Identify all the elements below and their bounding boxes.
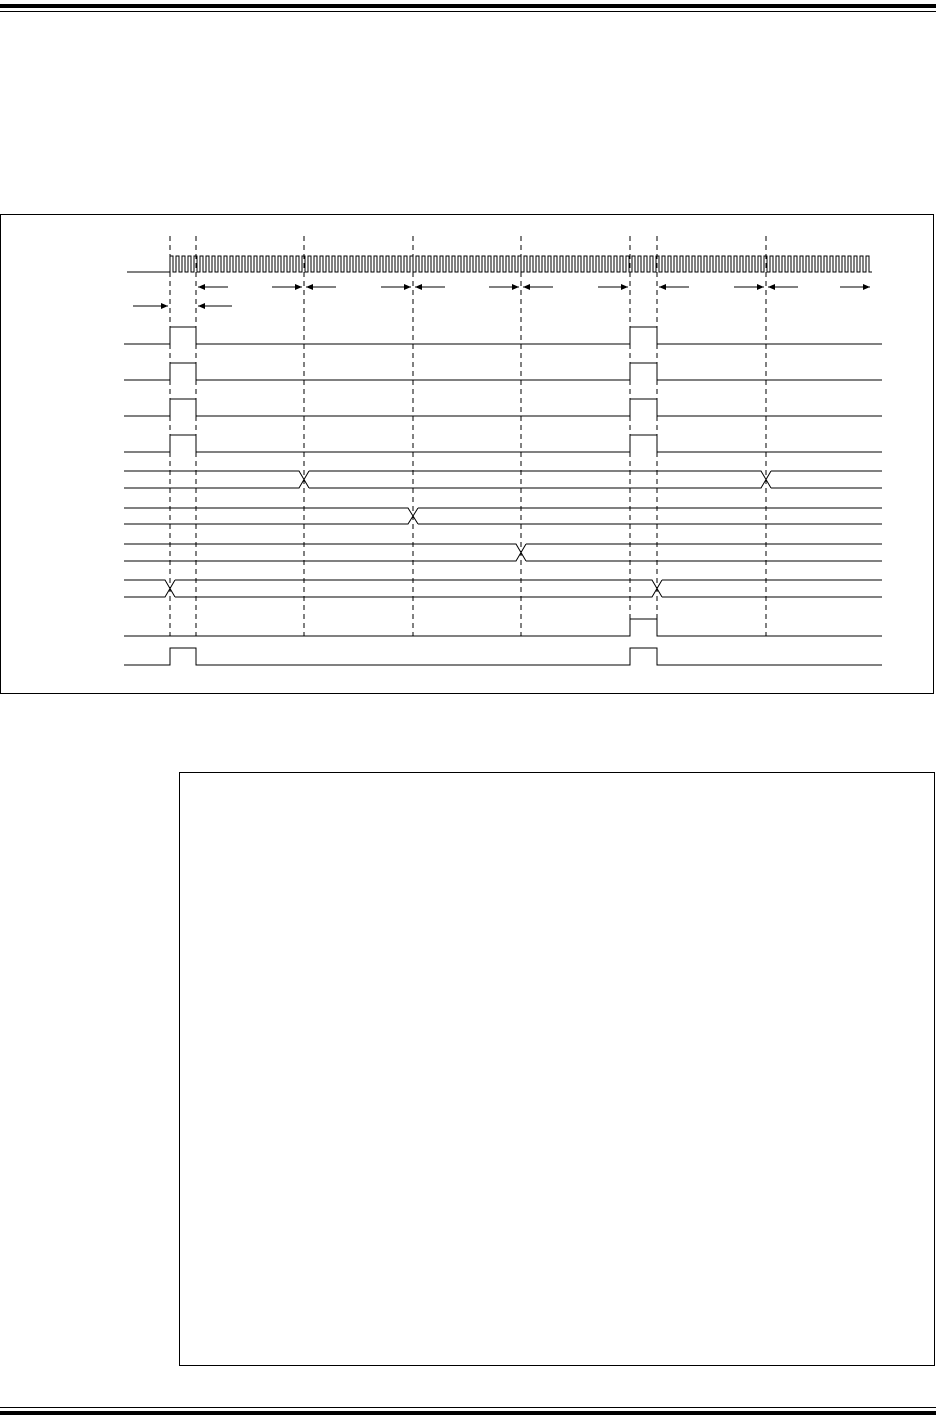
timing-diagram bbox=[0, 0, 936, 700]
signal-8-bus-lower bbox=[124, 580, 882, 597]
interval-arrow-2-left-head bbox=[306, 284, 313, 290]
interval-arrow-3-left-head bbox=[415, 284, 422, 290]
signal-8-bus-upper bbox=[124, 580, 882, 597]
interval-arrow-6-left-head bbox=[768, 284, 775, 290]
signal-9-waveform bbox=[124, 619, 882, 636]
signal-6-bus-lower bbox=[124, 508, 882, 524]
interval-arrow-4-left-head bbox=[523, 284, 530, 290]
setup-arrow-left-head bbox=[161, 303, 168, 309]
signal-5-bus-lower bbox=[124, 471, 882, 488]
signal-10-waveform bbox=[124, 648, 882, 665]
setup-arrow-right-head bbox=[198, 303, 205, 309]
signal-1-waveform bbox=[124, 327, 882, 344]
content-box bbox=[179, 772, 935, 1366]
signal-6-bus-upper bbox=[124, 508, 882, 524]
signal-4-waveform bbox=[124, 435, 882, 452]
footer-rule-thin bbox=[0, 1407, 936, 1408]
interval-arrow-3-right-head bbox=[512, 284, 519, 290]
interval-arrow-1-right-head bbox=[295, 284, 302, 290]
interval-arrow-5-right-head bbox=[757, 284, 764, 290]
footer-rule-thick bbox=[0, 1411, 936, 1415]
signal-3-waveform bbox=[124, 399, 882, 416]
interval-arrow-5-left-head bbox=[659, 284, 666, 290]
interval-arrow-2-right-head bbox=[404, 284, 411, 290]
interval-arrow-6-right-head bbox=[863, 284, 870, 290]
signal-7-bus-lower bbox=[124, 544, 882, 561]
signal-5-bus-upper bbox=[124, 471, 882, 488]
signal-7-bus-upper bbox=[124, 544, 882, 561]
interval-arrow-1-left-head bbox=[198, 284, 205, 290]
clock-waveform bbox=[127, 256, 872, 272]
interval-arrow-4-right-head bbox=[621, 284, 628, 290]
signal-2-waveform bbox=[124, 363, 882, 380]
